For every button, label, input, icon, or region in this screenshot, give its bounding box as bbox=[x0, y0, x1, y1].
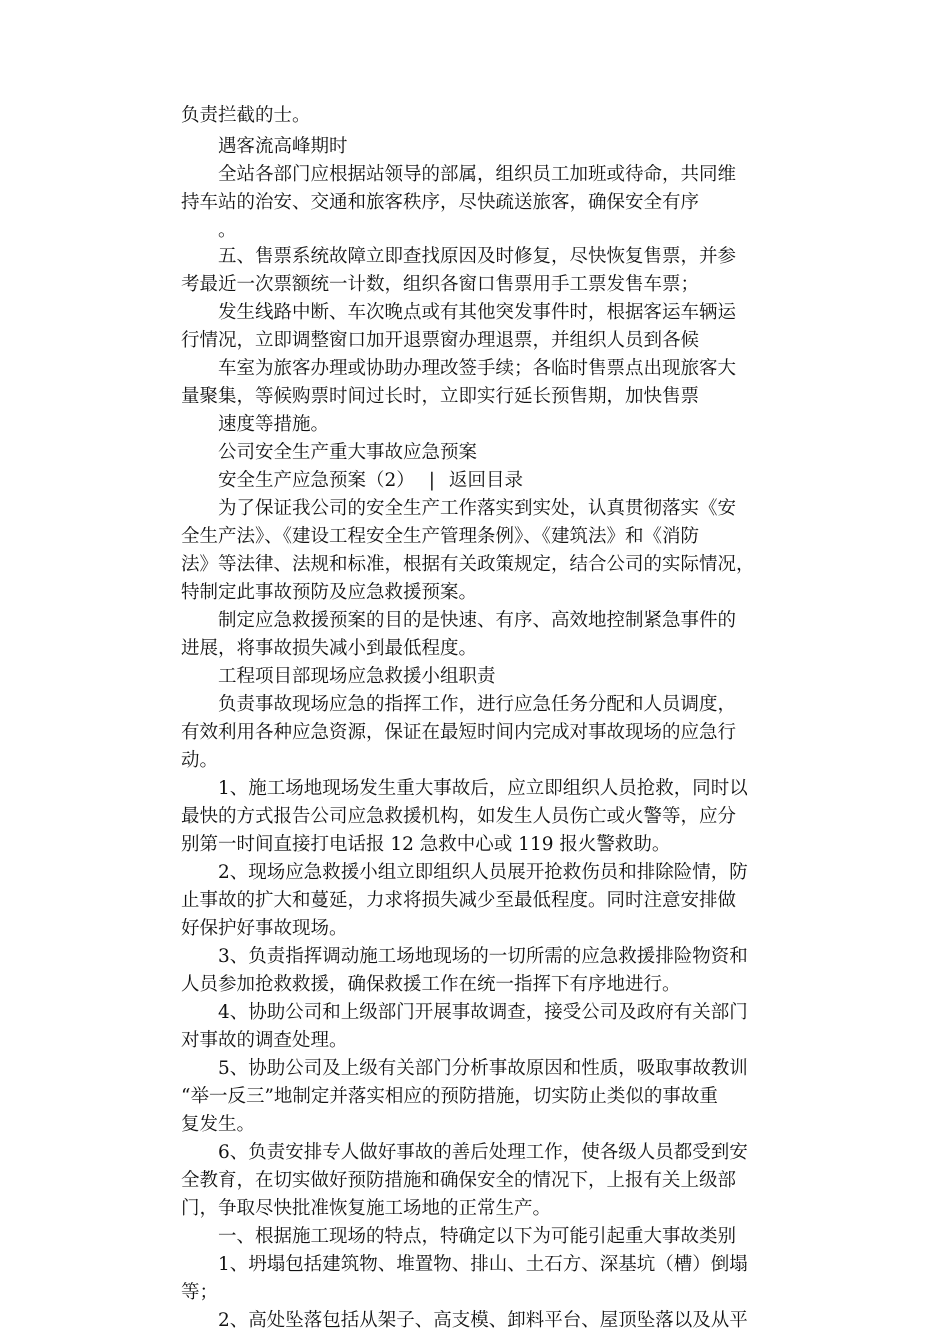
text-line bbox=[218, 440, 477, 466]
text-line bbox=[181, 720, 736, 746]
text-line bbox=[181, 1280, 218, 1306]
line-text: 人员参加抢救救援，确保救援工作在统一指挥下有序地进行。 bbox=[181, 974, 681, 995]
line-text: 3、负责指挥调动施工场地现场的一切所需的应急救援排险物资和 bbox=[218, 946, 748, 967]
line-text: 。 bbox=[218, 220, 237, 241]
line-text: 负责拦截的士。 bbox=[181, 105, 311, 126]
line-text: 最快的方式报告公司应急救援机构，如发生人员伤亡或火警等，应分 bbox=[181, 806, 737, 827]
text-line bbox=[218, 1252, 748, 1278]
line-text: 4、协助公司和上级部门开展事故调查，接受公司及政府有关部门 bbox=[218, 1002, 748, 1023]
text-line bbox=[218, 244, 736, 270]
line-text: 为了保证我公司的安全生产工作落实到实处，认真贯彻落实《安 bbox=[218, 498, 737, 519]
text-line bbox=[181, 1028, 348, 1054]
text-line bbox=[218, 608, 736, 634]
text-line bbox=[218, 1140, 748, 1166]
line-text: 等； bbox=[181, 1282, 219, 1303]
line-text: 5、协助公司及上级有关部门分析事故原因和性质，吸取事故教训 bbox=[218, 1058, 748, 1079]
line-text: 复发生。 bbox=[181, 1114, 256, 1135]
text-line bbox=[181, 384, 699, 410]
line-text: 2、高处坠落包括从架子、高支模、卸料平台、屋顶坠落以及从平 bbox=[218, 1310, 748, 1331]
line-text: 止事故的扩大和蔓延，力求将损失减少至最低程度。同时注意安排做 bbox=[181, 890, 737, 911]
text-line bbox=[181, 524, 699, 550]
line-text: 1、坍塌包括建筑物、堆置物、排山、土石方、深基坑（槽）倒塌 bbox=[218, 1254, 748, 1275]
text-line bbox=[181, 1084, 718, 1110]
line-text: 速度等措施。 bbox=[218, 414, 330, 435]
text-line bbox=[218, 468, 523, 494]
text-line bbox=[218, 1224, 736, 1250]
line-text: 动。 bbox=[181, 750, 219, 771]
line-text: 安全生产应急预案（2） bbox=[218, 470, 415, 491]
line-text: 2、现场应急救援小组立即组织人员展开抢救伤员和排除险情，防 bbox=[218, 862, 748, 883]
text-line bbox=[181, 748, 218, 774]
line-text: 对事故的调查处理。 bbox=[181, 1030, 348, 1051]
text-line bbox=[218, 496, 736, 522]
line-text: “举一反三”地制定并落实相应的预防措施，切实防止类似的事故重 bbox=[181, 1086, 718, 1107]
line-text: 遇客流高峰期时 bbox=[218, 136, 348, 157]
text-line bbox=[218, 664, 496, 690]
line-text: 法》等法律、法规和标准，根据有关政策规定，结合公司的实际情况， bbox=[181, 554, 755, 575]
line-text: 公司安全生产重大事故应急预案 bbox=[218, 442, 478, 463]
text-line bbox=[218, 300, 736, 326]
text-line bbox=[181, 190, 699, 216]
text-line bbox=[218, 1308, 748, 1334]
text-line bbox=[218, 134, 348, 160]
text-line bbox=[218, 218, 237, 244]
text-line bbox=[181, 328, 699, 354]
line-text: 负责事故现场应急的指挥工作，进行应急任务分配和人员调度， bbox=[218, 694, 737, 715]
line-text: 车室为旅客办理或协助办理改签手续；各临时售票点出现旅客大 bbox=[218, 358, 737, 379]
text-line bbox=[218, 1056, 748, 1082]
line-text: 持车站的治安、交通和旅客秩序，尽快疏送旅客，确保安全有序 bbox=[181, 192, 700, 213]
text-line bbox=[181, 103, 311, 129]
line-text: 别第一时间直接打电话报 12 急救中心或 119 报火警救助。 bbox=[181, 834, 671, 855]
text-line bbox=[218, 412, 329, 438]
text-line bbox=[218, 692, 736, 718]
text-line bbox=[181, 636, 477, 662]
text-line bbox=[181, 1196, 551, 1222]
line-text: 制定应急救援预案的目的是快速、有序、高效地控制紧急事件的 bbox=[218, 610, 737, 631]
text-line bbox=[218, 860, 748, 886]
line-text: 全生产法》、《建设工程安全生产管理条例》、《建筑法》和《消防 bbox=[181, 526, 700, 547]
line-text: 发生线路中断、车次晚点或有其他突发事件时，根据客运车辆运 bbox=[218, 302, 737, 323]
text-line bbox=[218, 1000, 748, 1026]
text-line bbox=[218, 356, 736, 382]
line-text: 1、施工场地现场发生重大事故后，应立即组织人员抢救，同时以 bbox=[218, 778, 748, 799]
text-line bbox=[218, 776, 748, 802]
text-line bbox=[181, 1112, 255, 1138]
text-line bbox=[181, 804, 736, 830]
line-text: 量聚集，等候购票时间过长时，立即实行延长预售期，加快售票 bbox=[181, 386, 700, 407]
text-line bbox=[181, 916, 348, 942]
text-line bbox=[218, 944, 748, 970]
text-line bbox=[181, 972, 681, 998]
line-text: 门，争取尽快批准恢复施工场地的正常生产。 bbox=[181, 1198, 552, 1219]
back-to-contents-link[interactable]: 返回目录 bbox=[449, 470, 524, 491]
line-text: 特制定此事故预防及应急救援预案。 bbox=[181, 582, 478, 603]
text-line bbox=[181, 832, 670, 858]
line-text: 工程项目部现场应急救援小组职责 bbox=[218, 666, 496, 687]
line-text: 考最近一次票额统一计数，组织各窗口售票用手工票发售车票； bbox=[181, 274, 700, 295]
text-line bbox=[181, 552, 755, 578]
line-text: 进展，将事故损失减小到最低程度。 bbox=[181, 638, 478, 659]
line-text: 全教育，在切实做好预防措施和确保安全的情况下，上报有关上级部 bbox=[181, 1170, 737, 1191]
text-line bbox=[181, 580, 477, 606]
line-text: 好保护好事故现场。 bbox=[181, 918, 348, 939]
text-line bbox=[181, 272, 699, 298]
line-text: 全站各部门应根据站领导的部属，组织员工加班或待命，共同维 bbox=[218, 164, 737, 185]
text-line bbox=[181, 1168, 736, 1194]
separator: | bbox=[428, 470, 436, 491]
line-text: 行情况，立即调整窗口加开退票窗办理退票，并组织人员到各候 bbox=[181, 330, 700, 351]
text-line bbox=[218, 162, 736, 188]
line-text: 一、根据施工现场的特点，特确定以下为可能引起重大事故类别 bbox=[218, 1226, 737, 1247]
line-text: 五、售票系统故障立即查找原因及时修复，尽快恢复售票，并参 bbox=[218, 246, 737, 267]
text-line bbox=[181, 888, 736, 914]
line-text: 有效利用各种应急资源，保证在最短时间内完成对事故现场的应急行 bbox=[181, 722, 737, 743]
line-text: 6、负责安排专人做好事故的善后处理工作，使各级人员都受到安 bbox=[218, 1142, 748, 1163]
